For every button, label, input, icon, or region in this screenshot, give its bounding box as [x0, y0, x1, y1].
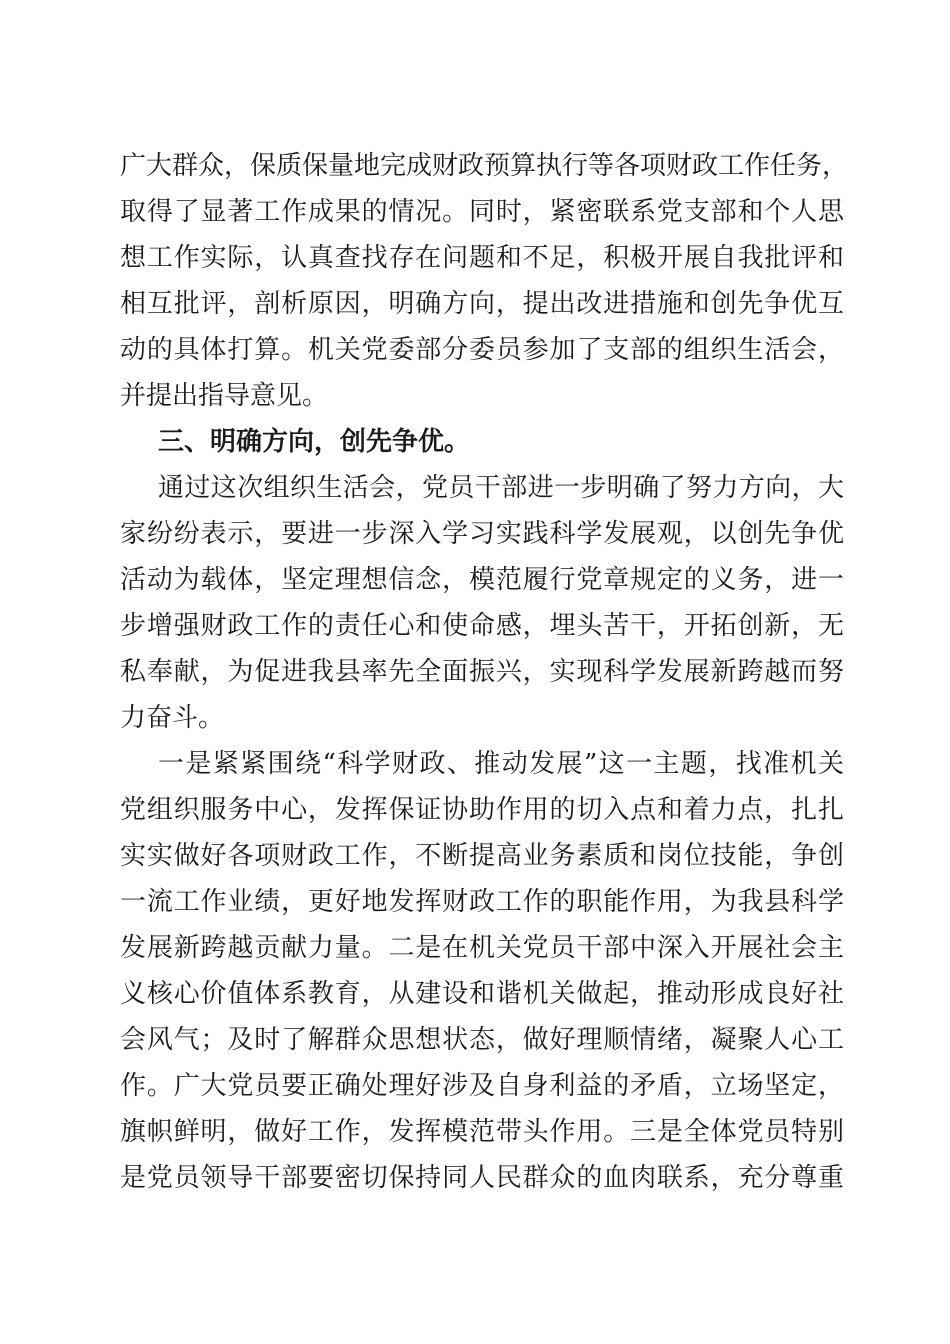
paragraph-2: [120, 465, 844, 741]
text-line: 想工作实际，认真查找存在问题和不足，积极开展自我批评和: [120, 243, 844, 273]
text-line: 通过这次组织生活会，党员干部进一步明确了努力方向，大: [158, 473, 844, 503]
text-line: 私奉献，为促进我县率先全面振兴，实现科学发展新跨越而努: [120, 657, 844, 687]
text-line: 取得了显著工作成果的情况。同时，紧密联系党支部和个人思: [120, 197, 844, 227]
text-line: 相互批评，剖析原因，明确方向，提出改进措施和创先争优互: [120, 289, 844, 319]
text-line: 作。广大党员要正确处理好涉及自身利益的矛盾，立场坚定，: [120, 1071, 844, 1101]
paragraph-3: [120, 741, 844, 1201]
paragraph-1: [120, 143, 849, 419]
text-line: 广大群众，保质保量地完成财政预算执行等各项财政工作任务，: [120, 151, 849, 181]
text-line: 力奋斗。: [120, 703, 225, 733]
text-line: 实实做好各项财政工作，不断提高业务素质和岗位技能，争创: [120, 841, 844, 871]
section-heading: 三、明确方向，创先争优。: [158, 427, 471, 457]
text-line: 是党员领导干部要密切保持同人民群众的血肉联系，充分尊重: [120, 1163, 844, 1193]
document-body: [120, 143, 849, 1201]
text-line: 并提出指导意见。: [120, 381, 329, 411]
text-line: 发展新跨越贡献力量。二是在机关党员干部中深入开展社会主: [120, 933, 844, 963]
text-line: 义核心价值体系教育，从建设和谐机关做起，推动形成良好社: [120, 979, 844, 1009]
text-line: 旗帜鲜明，做好工作，发挥模范带头作用。三是全体党员特别: [120, 1117, 844, 1147]
text-line: 步增强财政工作的责任心和使命感，埋头苦干，开拓创新，无: [120, 611, 844, 641]
text-line: 家纷纷表示，要进一步深入学习实践科学发展观，以创先争优: [120, 519, 844, 549]
text-line: 活动为载体，坚定理想信念，模范履行党章规定的义务，进一: [120, 565, 844, 595]
text-line: 动的具体打算。机关党委部分委员参加了支部的组织生活会，: [120, 335, 844, 365]
text-line: 党组织服务中心，发挥保证协助作用的切入点和着力点，扎扎: [120, 795, 844, 825]
text-line: 一是紧紧围绕“科学财政、推动发展”这一主题，找准机关: [158, 749, 844, 779]
text-line: 一流工作业绩，更好地发挥财政工作的职能作用，为我县科学: [120, 887, 844, 917]
text-line: 会风气；及时了解群众思想状态，做好理顺情绪，凝聚人心工: [120, 1025, 844, 1055]
